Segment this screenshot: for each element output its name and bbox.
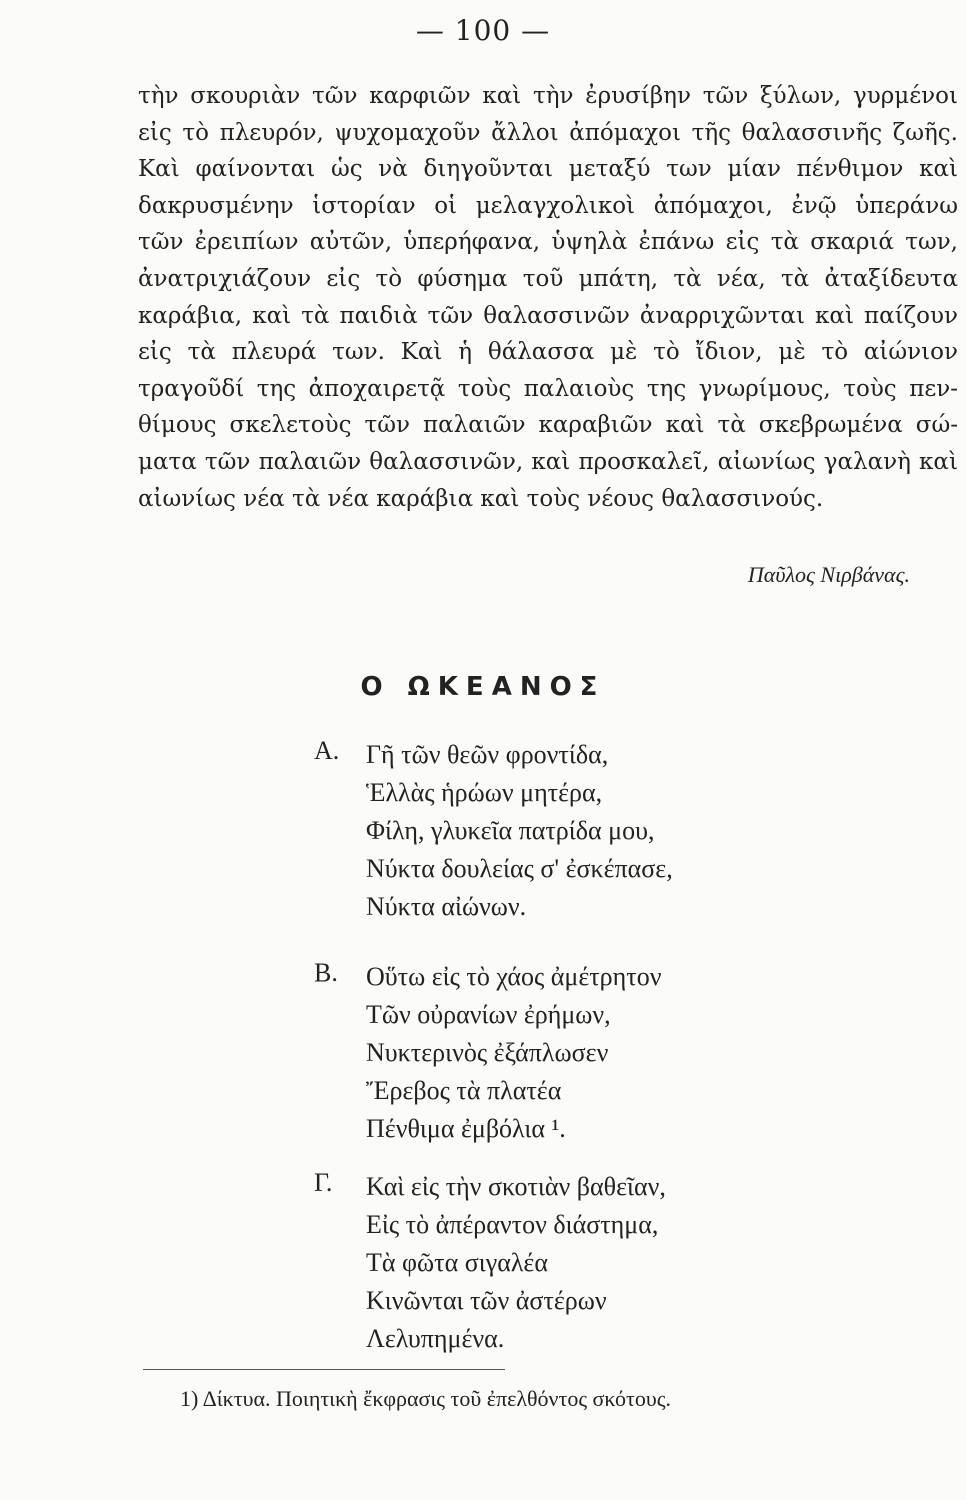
verse-line: Φίλη, γλυκεῖα πατρίδα μου,	[366, 816, 655, 845]
verse-line: Λελυπημένα.	[366, 1324, 505, 1353]
verse-line: Εἰς τὸ ἀπέραντον διάστημα,	[366, 1210, 659, 1239]
prose-line: τραγοῦδί της ἀποχαιρετᾷ τοὺς παλαιοὺς της γνωρίμους, τοὺς πεν-	[138, 375, 958, 402]
prose-line: εἰς τὸ πλευρόν, ψυχομαχοῦν ἄλλοι ἀπόμαχοι τῆς θαλασσινῆς ζωῆς.	[138, 119, 958, 146]
prose-line: τῶν ἐρειπίων αὐτῶν, ὑπερήφανα, ὑψηλὰ ἐπάνω εἰς τὰ σκαριά των,	[138, 229, 958, 256]
verse-line: Καὶ εἰς τὴν σκοτιὰν βαθεῖαν,	[366, 1172, 666, 1201]
prose-line: ματα τῶν παλαιῶν θαλασσινῶν, καὶ προσκαλεῖ, αἰωνίως γαλανὴ καὶ	[138, 448, 958, 475]
verse-line: Τὰ φῶτα σιγαλέα	[366, 1248, 548, 1277]
prose-line: τὴν σκουριὰν τῶν καρφιῶν καὶ τὴν ἐρυσίβην τῶν ξύλων, γυρμένοι	[138, 83, 958, 109]
verse-line: Νύκτα δουλείας σ' ἐσκέπασε,	[366, 854, 673, 883]
stanza-b	[314, 958, 874, 1148]
prose-line: αἰωνίως νέα τὰ νέα καράβια καὶ τοὺς νέους θαλασσινούς.	[138, 485, 824, 512]
prose-line: Καὶ φαίνονται ὡς νὰ διηγοῦνται μεταξύ των μίαν πένθιμον καὶ	[138, 156, 958, 183]
verse-line: Ἔρεβος τὰ πλατέα	[366, 1076, 562, 1105]
verse-line: Τῶν οὐρανίων ἐρήμων,	[366, 1000, 611, 1029]
footnote: 1) Δίκτυα. Ποιητικὴ ἔκφρασις τοῦ ἐπελθόντος σκότους.	[180, 1386, 671, 1411]
prose-line: καράβια, καὶ τὰ παιδιὰ τῶν θαλασσινῶν ἀναρριχῶνται καὶ παίζουν	[138, 302, 958, 329]
stanza-letter: Β.	[314, 958, 338, 987]
verse-line: Νυκτερινὸς ἐξάπλωσεν	[366, 1038, 609, 1067]
stanza-letter: Γ.	[314, 1168, 333, 1197]
verse-line: Οὕτω εἰς τὸ χάος ἀμέτρητον	[366, 962, 662, 991]
footnote-divider	[143, 1369, 505, 1370]
verse-line: Ἑλλὰς ἡρώων μητέρα,	[366, 778, 603, 807]
verse-line: Πένθιμα ἐμβόλια ¹.	[366, 1114, 566, 1143]
prose-line: εἰς τὰ πλευρά των. Καὶ ἡ θάλασσα μὲ τὸ ἴδιον, μὲ τὸ αἰώνιον	[138, 339, 958, 366]
page-number: — 100 —	[415, 14, 551, 47]
verse-line: Γῆ τῶν θεῶν φροντίδα,	[366, 740, 609, 769]
poem-title: Ο ΩΚΕΑΝΟΣ	[360, 672, 606, 702]
prose-paragraph	[138, 78, 958, 517]
prose-line: ἀνατριχιάζουν εἰς τὸ φύσημα τοῦ μπάτη, τὰ νέα, τὰ ἀταξίδευτα	[138, 265, 958, 292]
prose-line: δακρυσμένην ἱστορίαν οἱ μελαγχολικοὶ ἀπόμαχοι, ἐνῷ ὑπεράνω	[138, 192, 958, 219]
verse-line: Νύκτα αἰώνων.	[366, 892, 527, 921]
prose-line: θίμους σκελετοὺς τῶν παλαιῶν καραβιῶν καὶ τὰ σκεβρωμένα σώ-	[138, 412, 958, 439]
stanza-a	[314, 736, 874, 926]
verse-line: Κινῶνται τῶν ἀστέρων	[366, 1286, 607, 1315]
stanza-c	[314, 1168, 874, 1358]
stanza-letter: Α.	[314, 736, 340, 765]
author-signature: Παῦλος Νιρβάνας.	[747, 562, 910, 587]
